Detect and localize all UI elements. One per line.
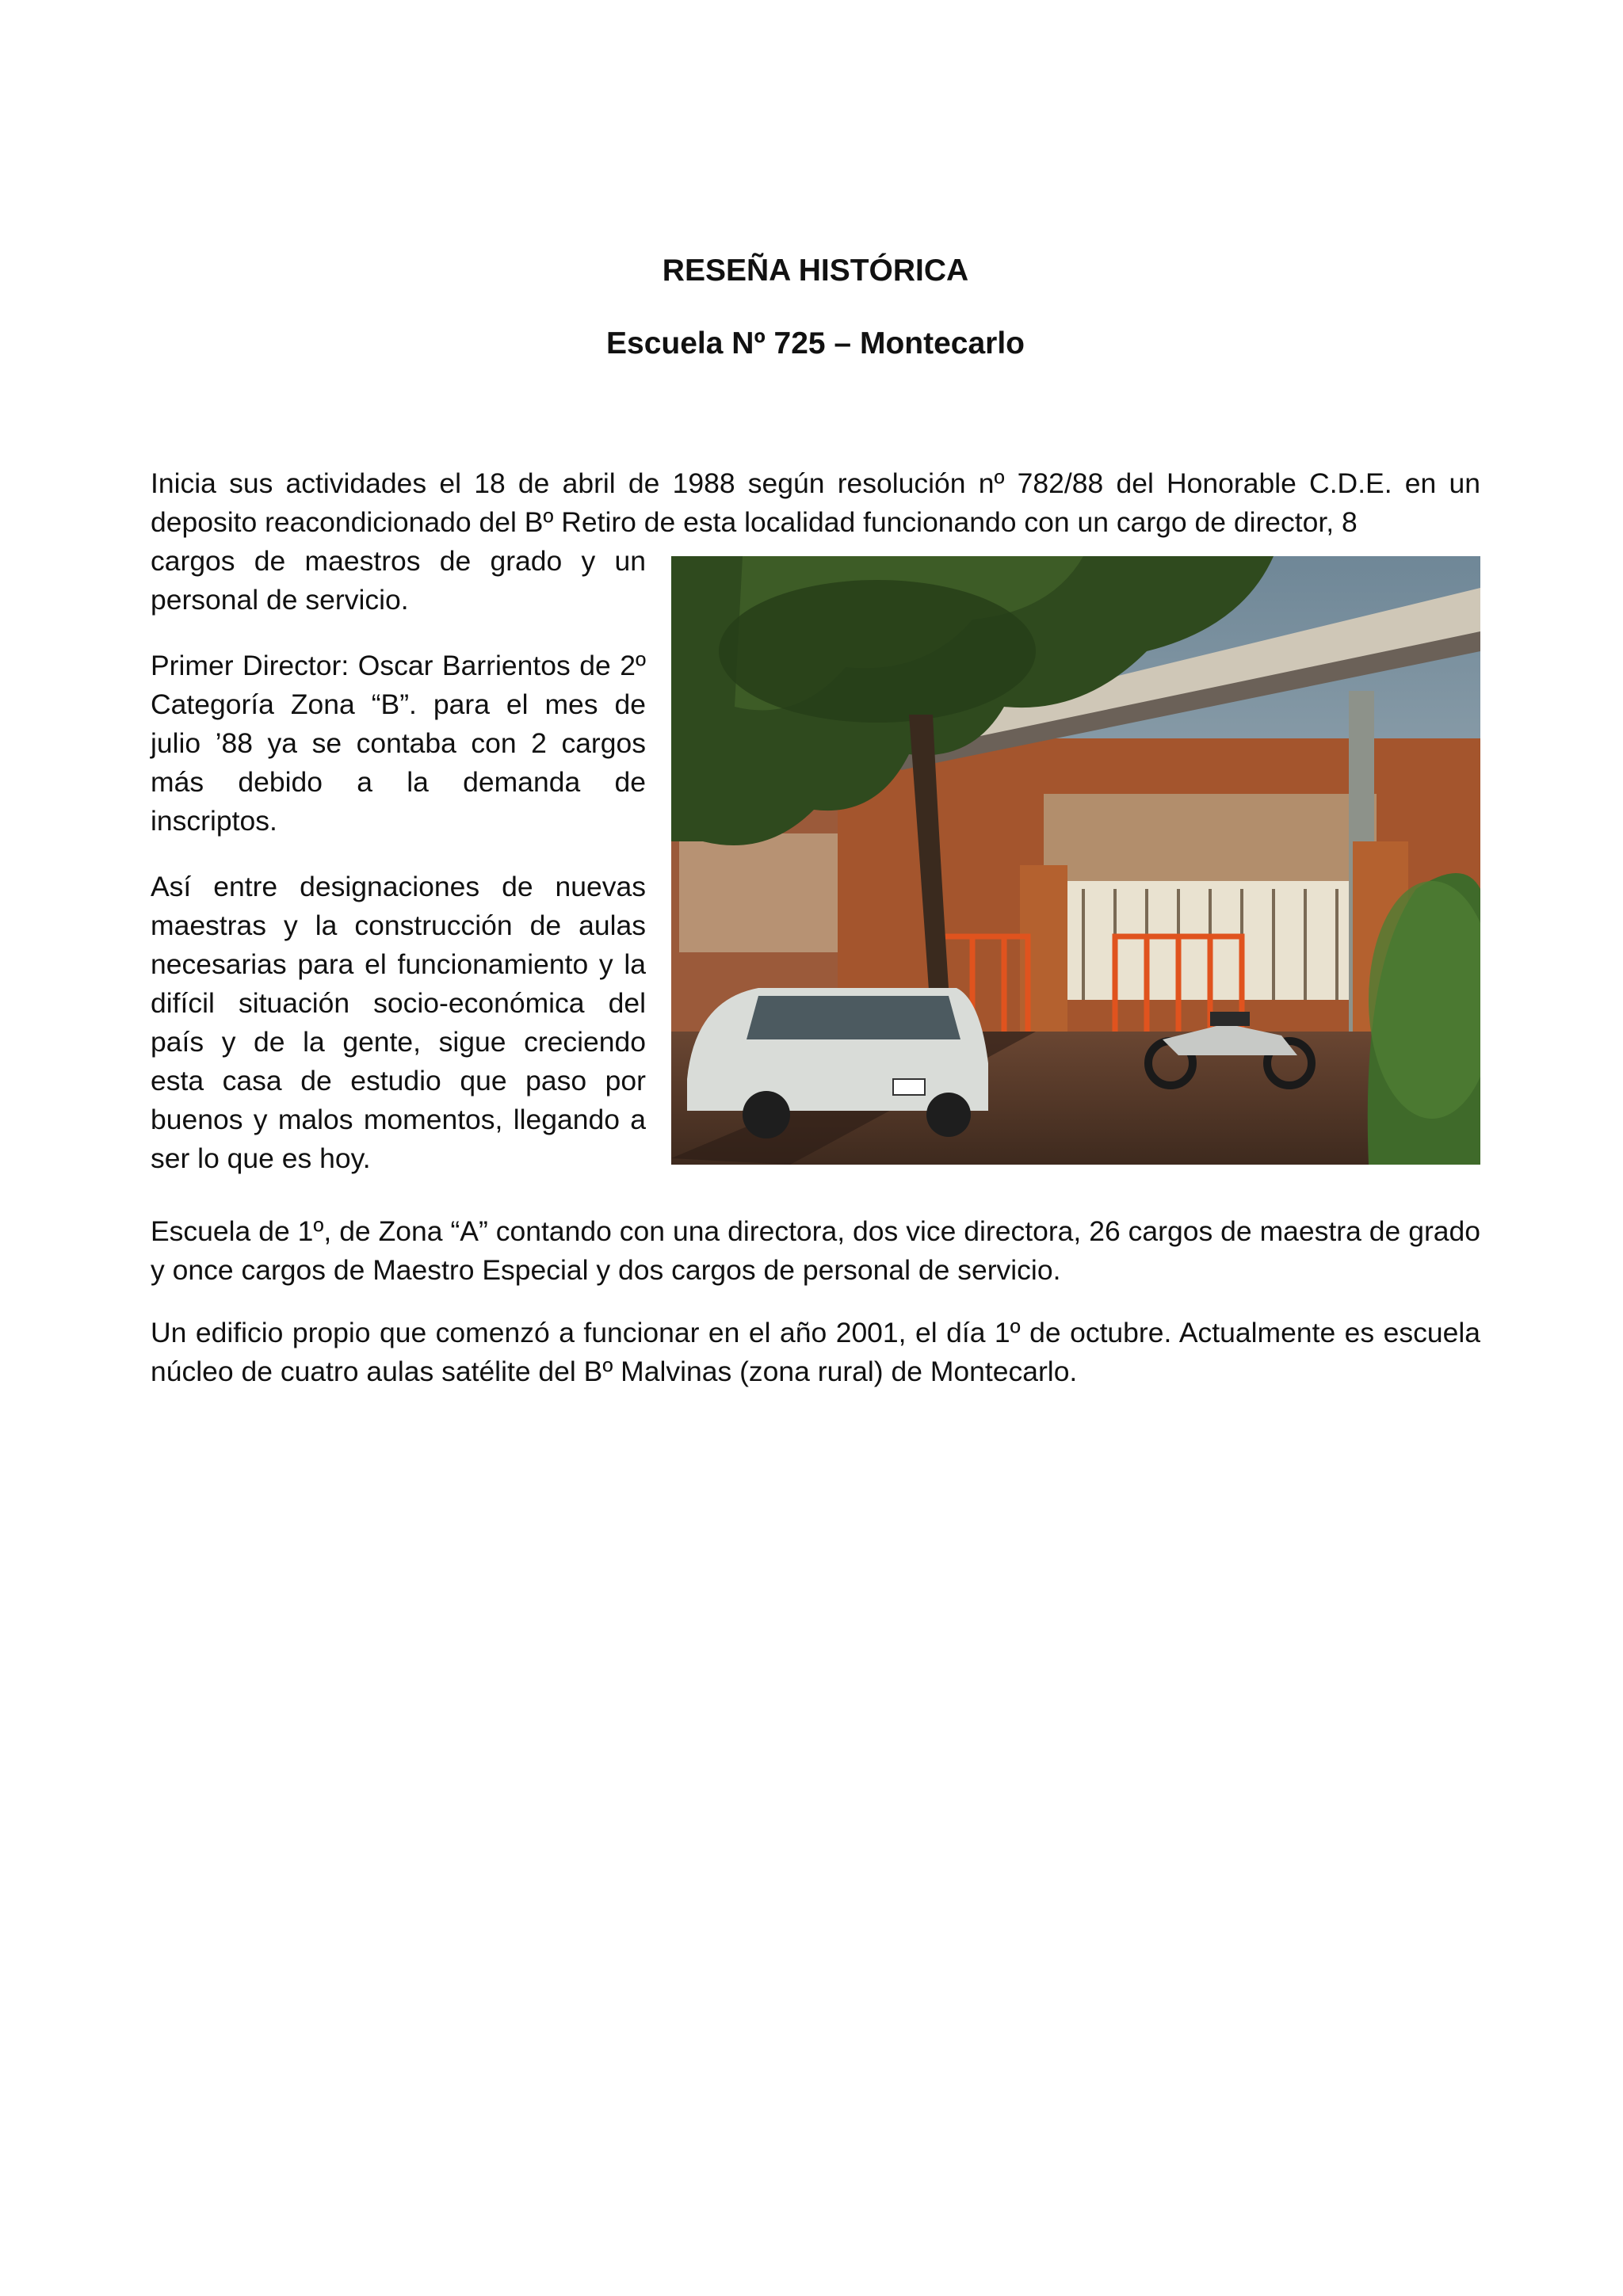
staff-paragraph: Escuela de 1º, de Zona “A” contando con una directora, dos vice directora, 26 cargos de maestra de grado y once cargos de Maestro Especial y dos cargos de personal de servicio. — [151, 1215, 1480, 1286]
intro-paragraph: Inicia sus actividades el 18 de abril de 1988 según resolución nº 782/88 del Honorable C.D.E. en un deposito reacondicionado del Bº Retiro de esta localidad funcionando con un cargo de director, 8 — [151, 467, 1480, 538]
growth-paragraph: Así entre designaciones de nuevas maestras y la construcción de aulas necesarias para el funcionamiento y la difícil situación socio-económica del país y de la gente, sigue creciendo esta casa de estudio que paso por buenos y malos momentos, llegando a ser lo que es hoy. — [151, 871, 646, 1174]
page-subtitle: Escuela Nº 725 – Montecarlo — [606, 326, 1025, 360]
intro-continuation: cargos de maestros de grado y un personal de servicio. — [151, 545, 646, 616]
page-title: RESEÑA HISTÓRICA — [662, 254, 969, 288]
building-paragraph: Un edificio propio que comenzó a funcionar en el año 2001, el día 1º de octubre. Actualmente es escuela núcleo de cuatro aulas satélite del Bº Malvinas (zona rural) de Montecarlo. — [151, 1317, 1480, 1387]
text-column — [151, 542, 646, 1205]
director-paragraph: Primer Director: Oscar Barrientos de 2º Categoría Zona “B”. para el mes de julio ’88 ya se contaba con 2 cargos más debido a la demanda de inscriptos. — [151, 650, 646, 837]
school-building-photo — [671, 556, 1480, 1165]
